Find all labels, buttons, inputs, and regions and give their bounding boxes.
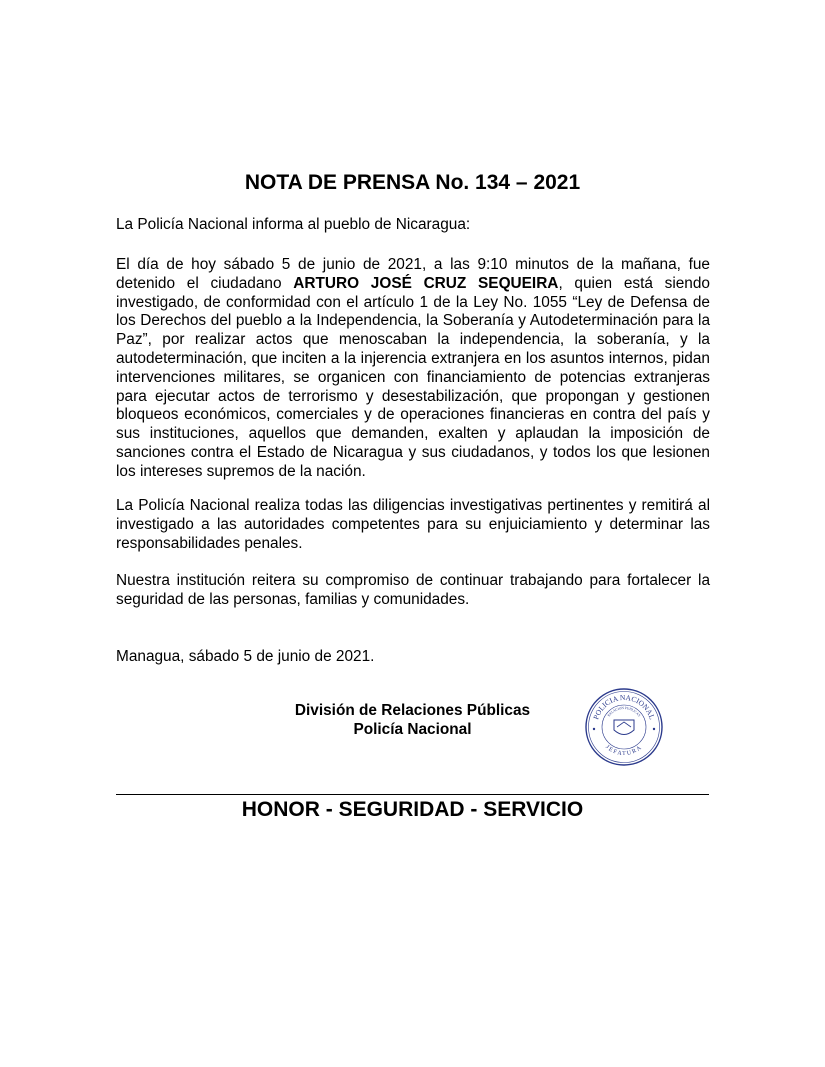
footer-divider (116, 794, 709, 795)
detainee-name: ARTURO JOSÉ CRUZ SEQUEIRA (293, 274, 559, 292)
paragraph-arrest (116, 256, 710, 482)
seal-top-text: POLICIA NACIONAL (591, 692, 657, 721)
signature-block (240, 702, 585, 740)
paragraph-commitment: Nuestra institución reitera su compromiso de continuar trabajando para fortalecer la seguridad de las personas, familias y comunidades. (116, 572, 710, 608)
paragraph-arrest-end: , quien está siendo investigado, de conformidad con el artículo 1 de la Ley No. 1055 “Ley de Defensa de los Derechos del pueblo a la Independencia, la Soberanía y Autodeterminación para la Paz”, por realizar actos que menoscaban la independencia, la soberanía, y la autodeterminación, que inciten a la injerencia extranjera en los asuntos internos, pidan intervenciones militares, se organicen con financiamiento de potencias extranjeras para ejecutar actos de terrorismo y desestabilización, que propongan y gestionen bloqueos económicos, comerciales y de operaciones financieras en contra del país y sus instituciones, aquellos que demanden, exalten y aplaudan la imposición de sanciones contra el Estado de Nicaragua y sus ciudadanos, y todos los que lesionen los intereses supremos de la nación. (116, 274, 710, 480)
signature-division: División de Relaciones Públicas (294, 702, 531, 719)
dateline: Managua, sábado 5 de junio de 2021. (116, 648, 375, 665)
seal-bottom-text: JEFATURA (604, 744, 644, 758)
seal-sub-text: RELACION PUBLICAS (606, 705, 642, 718)
intro-line: La Policía Nacional informa al pueblo de Nicaragua: (116, 216, 471, 233)
signature-institution: Policía Nacional (353, 720, 472, 738)
motto: HONOR - SEGURIDAD - SERVICIO (241, 798, 584, 821)
page-title: NOTA DE PRENSA No. 134 – 2021 (244, 171, 581, 194)
police-seal-icon (584, 687, 664, 767)
paragraph-investigation: La Policía Nacional realiza todas las diligencias investigativas pertinentes y remitirá al investigado a las autoridades competentes para su enjuiciamiento y determinar las responsabilidades penales. (116, 497, 710, 552)
paragraph-arrest-start: El día de hoy sábado 5 de junio de 2021, a las 9:10 minutos de la mañana, fue detenido el ciudadano (116, 256, 710, 292)
